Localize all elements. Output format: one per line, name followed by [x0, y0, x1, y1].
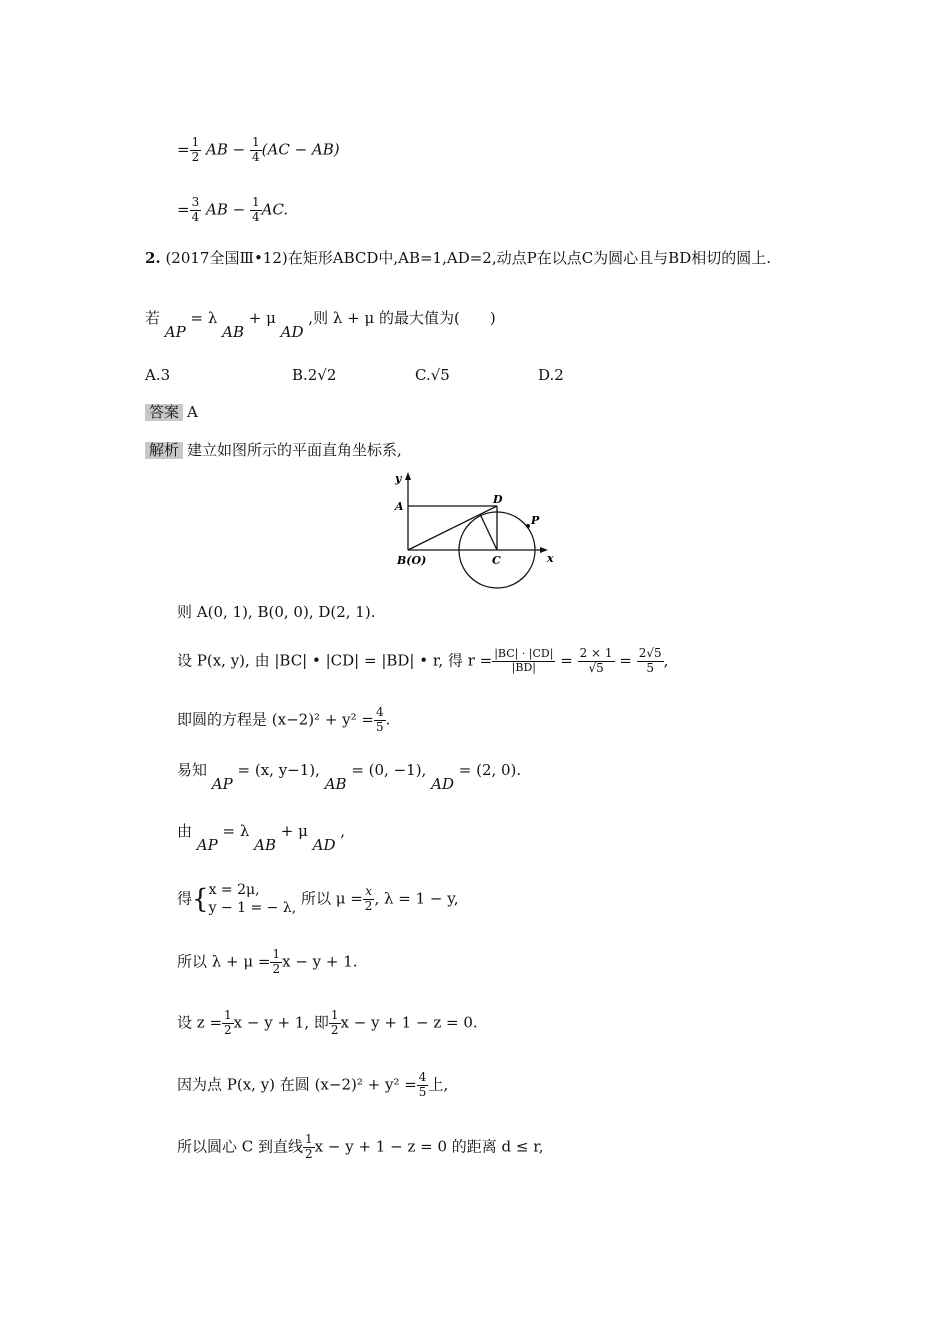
vector-ab: AB [222, 323, 244, 341]
equation-system [209, 882, 297, 917]
step-10 [177, 1133, 544, 1162]
step-text: 上, [428, 1075, 449, 1094]
fraction: $\frac{2 \times 1}{√5}$ [579, 646, 613, 675]
term: AC. [261, 200, 289, 219]
coordinate-figure [385, 470, 585, 600]
top-line-2 [177, 196, 288, 225]
term: AB [206, 200, 228, 219]
fraction: $\frac{x}{2}$ [364, 884, 373, 913]
step-text: x − y + 1 − z = 0. [340, 1013, 478, 1032]
vector-ap: AP [211, 775, 233, 793]
step-1: 则 A(0, 1), B(0, 0), D(2, 1). [177, 603, 376, 621]
label-c: C [492, 554, 501, 567]
step-text: 所以圆心 C 到直线 [177, 1137, 304, 1156]
term: AB [206, 140, 228, 159]
option-b: B.2√2 [292, 366, 337, 384]
step-text: = (0, −1), [351, 761, 427, 779]
step-6 [177, 882, 458, 917]
step-4 [177, 761, 522, 793]
option-c: C.√5 [415, 366, 450, 384]
step-8 [177, 1009, 478, 1038]
minus-sign: − [232, 140, 246, 159]
step-text: , λ = 1 − y, [374, 889, 459, 908]
label-a: A [395, 500, 404, 513]
question-text: = λ [190, 309, 218, 327]
step-text: , [663, 651, 669, 670]
step-text: + μ [280, 822, 308, 840]
label-p: P [531, 514, 540, 527]
step-text: = (x, y−1), [237, 761, 320, 779]
analysis-line [145, 442, 402, 459]
vector-ap: AP [164, 323, 186, 341]
step-7 [177, 948, 358, 977]
point-p [526, 524, 530, 528]
segment-bd [408, 506, 497, 550]
minus-sign: − [232, 200, 246, 219]
fraction: $\frac{4}{5}$ [418, 1070, 427, 1099]
vector-ap: AP [196, 836, 218, 854]
fraction: $\frac{1}{2}$ [305, 1132, 313, 1161]
fraction: $\frac{3}{4}$ [191, 195, 200, 224]
step-text: x − y + 1, 即 [233, 1013, 329, 1032]
fraction: $\frac{|BC| \cdot |CD|}{|BD|}$ [494, 647, 554, 674]
step-5 [177, 822, 346, 854]
equals-sign: = [560, 651, 573, 670]
step-text: 所以 μ = [300, 889, 363, 908]
problem-statement [145, 251, 771, 266]
step-text: = (2, 0). [458, 761, 522, 779]
step-text: 即圆的方程是 (x−2)² + y² = [177, 710, 374, 729]
step-text: 由 [177, 822, 193, 840]
radius-segment [480, 514, 497, 550]
system-row: y − 1 = − λ, [208, 899, 297, 916]
step-text: = λ [222, 822, 250, 840]
problem-question [145, 309, 496, 341]
fraction: $\frac{1}{2}$ [272, 947, 281, 976]
fraction: $\frac{2√5}{5}$ [638, 646, 662, 675]
vector-ad: AD [431, 775, 454, 793]
label-d: D [493, 493, 503, 506]
step-3 [177, 706, 390, 735]
fraction: $\frac{4}{5}$ [376, 705, 384, 734]
vector-ad: AD [312, 836, 336, 854]
step-text: x − y + 1 − z = 0 的距离 d ≤ r, [314, 1137, 544, 1156]
label-x: x [547, 552, 554, 565]
step-text: 设 z = [177, 1013, 223, 1032]
question-text: + μ [248, 309, 276, 327]
answer-line [145, 404, 198, 421]
top-line-1 [177, 136, 340, 165]
answer-label: 答案 [145, 404, 183, 421]
problem-number: 2. [145, 249, 161, 267]
label-b: B(O) [397, 554, 427, 567]
analysis-label: 解析 [145, 442, 183, 459]
label-y: y [395, 472, 402, 485]
step-text: , [340, 822, 346, 840]
vector-ab: AB [324, 775, 347, 793]
equals-sign: = [619, 651, 632, 670]
step-text: 因为点 P(x, y) 在圆 (x−2)² + y² = [177, 1075, 417, 1094]
term: (AC − AB) [261, 140, 340, 159]
step-text: 设 P(x, y), 由 |BC| • |CD| = |BD| • r, 得 r = [177, 651, 493, 670]
fraction: $\frac{1}{2}$ [330, 1008, 339, 1037]
problem-text: (2017全国Ⅲ•12)在矩形ABCD中,AB=1,AD=2,动点P在以点C为圆心且与BD相切的圆上. [165, 249, 771, 267]
y-axis-arrow [405, 472, 411, 480]
fraction: $\frac{1}{4}$ [252, 135, 260, 164]
option-a: A.3 [145, 366, 171, 384]
step-text: . [385, 710, 391, 729]
question-suffix: ,则 λ + μ 的最大值为( ) [308, 309, 496, 327]
equals-sign: = [177, 140, 190, 159]
step-9 [177, 1071, 448, 1100]
vector-ad: AD [280, 323, 304, 341]
step-text: 所以 λ + μ = [177, 952, 271, 971]
left-brace: { [192, 884, 209, 915]
fraction: $\frac{1}{2}$ [191, 135, 200, 164]
step-text: 得 [177, 889, 193, 908]
vector-ab: AB [254, 836, 276, 854]
option-d: D.2 [538, 366, 564, 384]
system-row: x = 2μ, [208, 882, 260, 898]
step-text: 易知 [177, 761, 208, 779]
fraction: $\frac{1}{2}$ [224, 1008, 232, 1037]
answer-value: A [187, 403, 198, 421]
analysis-intro: 建立如图所示的平面直角坐标系, [187, 441, 402, 459]
equals-sign: = [177, 200, 190, 219]
question-prefix: 若 [145, 309, 161, 327]
step-text: x − y + 1. [282, 952, 358, 971]
fraction: $\frac{1}{4}$ [252, 195, 260, 224]
step-2 [177, 647, 668, 676]
